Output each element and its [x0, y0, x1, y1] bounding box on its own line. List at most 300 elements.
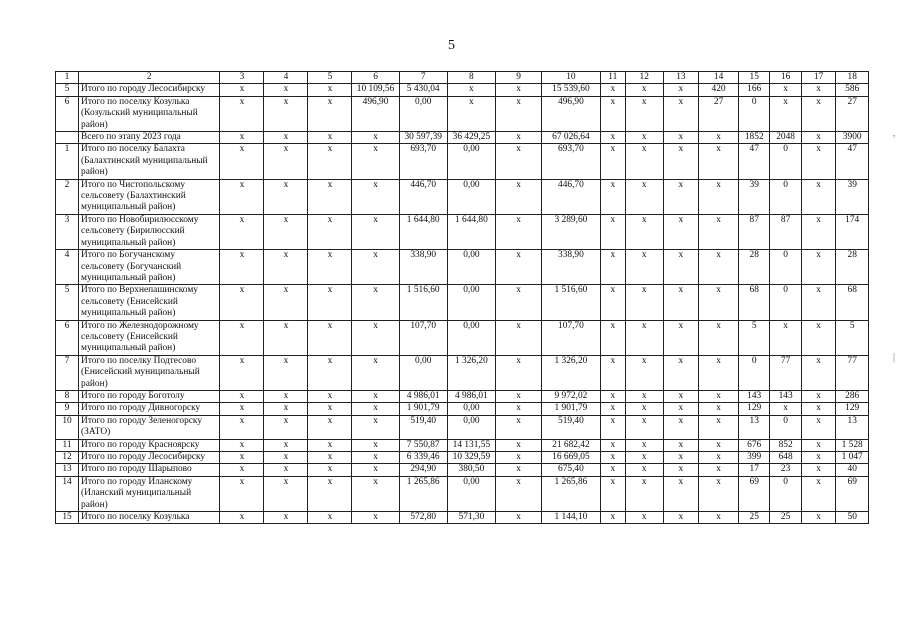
- table-cell: x: [663, 355, 699, 390]
- table-cell: x: [663, 464, 699, 476]
- table-cell: 15 539,60: [542, 84, 601, 96]
- row-name: Итого по поселку Балахта (Балахтинский муниципальный район): [79, 144, 220, 179]
- table-cell: x: [352, 285, 399, 320]
- table-cell: x: [801, 464, 836, 476]
- column-number: 17: [801, 72, 836, 84]
- table-cell: 1 516,60: [542, 285, 601, 320]
- table-cell: x: [625, 355, 663, 390]
- table-cell: 87: [738, 214, 769, 249]
- table-cell: 0,00: [447, 476, 495, 511]
- table-cell: x: [495, 320, 541, 355]
- table-cell: x: [308, 512, 352, 524]
- table-cell: x: [495, 439, 541, 451]
- table-cell: x: [264, 132, 308, 144]
- table-cell: x: [770, 84, 801, 96]
- row-number: 12: [56, 452, 79, 464]
- table-cell: 47: [836, 144, 869, 179]
- column-number: 15: [738, 72, 769, 84]
- table-cell: x: [264, 452, 308, 464]
- table-cell: x: [495, 214, 541, 249]
- table-cell: 496,90: [542, 96, 601, 131]
- table-cell: 519,40: [542, 415, 601, 439]
- table-cell: x: [625, 464, 663, 476]
- table-row: [56, 464, 869, 476]
- table-cell: x: [495, 403, 541, 415]
- column-number: 14: [699, 72, 739, 84]
- row-number: 5: [56, 285, 79, 320]
- table-cell: 0: [738, 96, 769, 131]
- row-number: 8: [56, 390, 79, 402]
- table-cell: 1 528: [836, 439, 869, 451]
- row-name: Итого по Новобирилюсскому сельсовету (Бирилюсский муниципальный район): [79, 214, 220, 249]
- row-name: Итого по Верхнепашинскому сельсовету (Енисейский муниципальный район): [79, 285, 220, 320]
- column-number: 18: [836, 72, 869, 84]
- table-cell: x: [600, 214, 625, 249]
- table-cell: 0,00: [447, 144, 495, 179]
- table-cell: x: [308, 464, 352, 476]
- table-cell: x: [264, 250, 308, 285]
- table-cell: 399: [738, 452, 769, 464]
- table-cell: 2048: [770, 132, 801, 144]
- row-number: 14: [56, 476, 79, 511]
- table-cell: x: [801, 84, 836, 96]
- table-cell: x: [625, 144, 663, 179]
- table-cell: 693,70: [542, 144, 601, 179]
- table-cell: 77: [836, 355, 869, 390]
- table-cell: x: [699, 214, 739, 249]
- table-cell: x: [663, 214, 699, 249]
- table-cell: 47: [738, 144, 769, 179]
- table-cell: x: [699, 403, 739, 415]
- table-cell: 17: [738, 464, 769, 476]
- table-cell: x: [495, 355, 541, 390]
- table-cell: 10 329,59: [447, 452, 495, 464]
- table-cell: x: [220, 439, 264, 451]
- table-cell: x: [264, 439, 308, 451]
- summary-table: [55, 71, 869, 524]
- table-cell: 14 131,55: [447, 439, 495, 451]
- row-name: Итого по поселку Подтесово (Енисейский муниципальный район): [79, 355, 220, 390]
- table-row: [56, 476, 869, 511]
- table-cell: x: [770, 320, 801, 355]
- table-cell: x: [600, 144, 625, 179]
- table-cell: x: [220, 512, 264, 524]
- table-cell: x: [495, 285, 541, 320]
- table-cell: 648: [770, 452, 801, 464]
- table-cell: 69: [836, 476, 869, 511]
- table-cell: x: [495, 415, 541, 439]
- table-cell: x: [352, 512, 399, 524]
- table-cell: 0: [770, 144, 801, 179]
- table-cell: 1 644,80: [399, 214, 447, 249]
- table-cell: x: [663, 320, 699, 355]
- table-cell: 0,00: [447, 320, 495, 355]
- table-cell: 380,50: [447, 464, 495, 476]
- table-cell: 13: [836, 415, 869, 439]
- table-cell: x: [220, 464, 264, 476]
- table-cell: x: [625, 320, 663, 355]
- table-cell: x: [699, 415, 739, 439]
- table-cell: 107,70: [399, 320, 447, 355]
- table-cell: x: [625, 285, 663, 320]
- table-cell: x: [600, 84, 625, 96]
- table-cell: x: [352, 132, 399, 144]
- table-cell: x: [625, 84, 663, 96]
- table-cell: 586: [836, 84, 869, 96]
- table-cell: x: [352, 476, 399, 511]
- table-cell: x: [220, 250, 264, 285]
- row-name: Итого по городу Шарыпово: [79, 464, 220, 476]
- table-cell: 0: [770, 285, 801, 320]
- table-cell: x: [220, 452, 264, 464]
- table-cell: x: [801, 355, 836, 390]
- row-name: Итого по городу Красноярску: [79, 439, 220, 451]
- table-cell: x: [264, 285, 308, 320]
- table-cell: 1 644,80: [447, 214, 495, 249]
- table-row: [56, 132, 869, 144]
- row-name: Итого по городу Боготолу: [79, 390, 220, 402]
- table-row: [56, 403, 869, 415]
- table-cell: 294,90: [399, 464, 447, 476]
- table-cell: 519,40: [399, 415, 447, 439]
- table-cell: x: [600, 403, 625, 415]
- table-cell: 1 901,79: [399, 403, 447, 415]
- table-cell: x: [220, 214, 264, 249]
- table-cell: x: [625, 96, 663, 131]
- table-cell: x: [625, 439, 663, 451]
- row-number: 15: [56, 512, 79, 524]
- table-cell: x: [352, 320, 399, 355]
- row-name: Итого по городу Дивногорску: [79, 403, 220, 415]
- table-cell: x: [699, 179, 739, 214]
- table-cell: x: [625, 512, 663, 524]
- table-cell: x: [801, 390, 836, 402]
- table-cell: x: [308, 250, 352, 285]
- row-number: 9: [56, 403, 79, 415]
- table-cell: 0,00: [447, 179, 495, 214]
- table-cell: x: [308, 476, 352, 511]
- table-cell: x: [495, 179, 541, 214]
- table-cell: 40: [836, 464, 869, 476]
- row-name: Всего по этапу 2023 года: [79, 132, 220, 144]
- column-number: 8: [447, 72, 495, 84]
- table-row: [56, 439, 869, 451]
- column-number: 13: [663, 72, 699, 84]
- table-cell: x: [699, 512, 739, 524]
- table-cell: x: [308, 403, 352, 415]
- table-cell: x: [264, 390, 308, 402]
- table-cell: 39: [836, 179, 869, 214]
- table-cell: x: [699, 132, 739, 144]
- table-cell: 28: [836, 250, 869, 285]
- row-number: 5: [56, 84, 79, 96]
- table-cell: x: [220, 144, 264, 179]
- table-cell: 36 429,25: [447, 132, 495, 144]
- table-cell: x: [352, 179, 399, 214]
- table-cell: x: [264, 403, 308, 415]
- row-number: [56, 132, 79, 144]
- table-cell: x: [699, 355, 739, 390]
- table-cell: x: [663, 452, 699, 464]
- table-row: [56, 144, 869, 179]
- table-cell: x: [264, 355, 308, 390]
- table-cell: x: [447, 96, 495, 131]
- column-number: 10: [542, 72, 601, 84]
- column-number: 2: [79, 72, 220, 84]
- table-cell: 3 289,60: [542, 214, 601, 249]
- table-cell: x: [264, 320, 308, 355]
- table-cell: 28: [738, 250, 769, 285]
- table-cell: x: [663, 512, 699, 524]
- table-cell: x: [495, 132, 541, 144]
- table-cell: x: [264, 214, 308, 249]
- column-number: 4: [264, 72, 308, 84]
- table-cell: x: [801, 144, 836, 179]
- table-cell: x: [220, 355, 264, 390]
- table-cell: 1 326,20: [542, 355, 601, 390]
- table-cell: 0,00: [447, 415, 495, 439]
- table-cell: x: [352, 390, 399, 402]
- table-cell: x: [495, 144, 541, 179]
- table-cell: x: [801, 214, 836, 249]
- page-number: 5: [448, 38, 455, 53]
- table-cell: x: [308, 390, 352, 402]
- table-cell: x: [625, 214, 663, 249]
- table-cell: 5: [836, 320, 869, 355]
- table-cell: x: [663, 144, 699, 179]
- table-cell: 693,70: [399, 144, 447, 179]
- row-name: Итого по Чистопольскому сельсовету (Балахтинский муниципальный район): [79, 179, 220, 214]
- table-cell: x: [495, 84, 541, 96]
- column-number: 11: [600, 72, 625, 84]
- table-cell: 10 109,56: [352, 84, 399, 96]
- table-cell: x: [308, 96, 352, 131]
- table-cell: x: [801, 403, 836, 415]
- table-cell: x: [663, 285, 699, 320]
- table-cell: x: [699, 320, 739, 355]
- table-cell: x: [447, 84, 495, 96]
- row-number: 6: [56, 320, 79, 355]
- table-cell: x: [600, 512, 625, 524]
- table-cell: 23: [770, 464, 801, 476]
- table-cell: 30 597,39: [399, 132, 447, 144]
- header-row: [56, 72, 869, 84]
- table-cell: 286: [836, 390, 869, 402]
- row-name: Итого по городу Лесосибирску: [79, 84, 220, 96]
- table-cell: x: [770, 96, 801, 131]
- table-cell: x: [801, 439, 836, 451]
- table-cell: x: [625, 452, 663, 464]
- table-row: [56, 415, 869, 439]
- table-cell: x: [625, 179, 663, 214]
- table-cell: 67 026,64: [542, 132, 601, 144]
- table-cell: x: [663, 403, 699, 415]
- table-cell: 338,90: [399, 250, 447, 285]
- table-cell: 1852: [738, 132, 769, 144]
- table-cell: x: [600, 476, 625, 511]
- table-row: [56, 214, 869, 249]
- table-cell: 420: [699, 84, 739, 96]
- table-cell: 1 516,60: [399, 285, 447, 320]
- table-cell: x: [600, 464, 625, 476]
- table-cell: x: [663, 179, 699, 214]
- table-cell: x: [663, 132, 699, 144]
- table-cell: 1 326,20: [447, 355, 495, 390]
- table-cell: x: [308, 415, 352, 439]
- table-cell: x: [308, 285, 352, 320]
- table-cell: x: [801, 285, 836, 320]
- table-cell: x: [220, 403, 264, 415]
- table-cell: x: [663, 96, 699, 131]
- table-cell: x: [308, 439, 352, 451]
- table-row: [56, 179, 869, 214]
- table-cell: x: [352, 403, 399, 415]
- row-name: Итого по городу Иланскому (Иланский муниципальный район): [79, 476, 220, 511]
- table-cell: 496,90: [352, 96, 399, 131]
- table-cell: x: [264, 415, 308, 439]
- table-cell: x: [801, 476, 836, 511]
- table-row: [56, 250, 869, 285]
- table-cell: x: [495, 476, 541, 511]
- table-cell: x: [495, 512, 541, 524]
- table-cell: x: [625, 476, 663, 511]
- table-cell: x: [699, 390, 739, 402]
- table-cell: 675,40: [542, 464, 601, 476]
- table-cell: x: [264, 84, 308, 96]
- table-cell: x: [801, 320, 836, 355]
- table-cell: x: [801, 415, 836, 439]
- table-cell: x: [264, 464, 308, 476]
- margin-mark: |: [893, 352, 896, 363]
- table-cell: x: [352, 464, 399, 476]
- row-name: Итого по Богучанскому сельсовету (Богучанский муниципальный район): [79, 250, 220, 285]
- table-cell: 676: [738, 439, 769, 451]
- table-cell: 16 669,05: [542, 452, 601, 464]
- table-cell: x: [600, 415, 625, 439]
- table-cell: x: [220, 96, 264, 131]
- table-cell: 0: [770, 415, 801, 439]
- column-number: 5: [308, 72, 352, 84]
- table-cell: x: [699, 144, 739, 179]
- table-cell: x: [220, 285, 264, 320]
- row-name: Итого по поселку Козулька: [79, 512, 220, 524]
- table-body: [56, 72, 869, 524]
- table-cell: 1 265,86: [542, 476, 601, 511]
- table-cell: 0,00: [447, 285, 495, 320]
- table-cell: x: [308, 214, 352, 249]
- table-cell: x: [495, 250, 541, 285]
- table-row: [56, 96, 869, 131]
- table-cell: x: [663, 415, 699, 439]
- table-cell: x: [495, 96, 541, 131]
- table-cell: x: [352, 452, 399, 464]
- table-cell: 39: [738, 179, 769, 214]
- table-cell: x: [308, 320, 352, 355]
- table-cell: x: [600, 320, 625, 355]
- table-cell: x: [352, 144, 399, 179]
- column-number: 12: [625, 72, 663, 84]
- column-number: 6: [352, 72, 399, 84]
- table-cell: 129: [738, 403, 769, 415]
- table-cell: x: [220, 179, 264, 214]
- table-cell: x: [220, 390, 264, 402]
- table-cell: 852: [770, 439, 801, 451]
- table-cell: x: [699, 250, 739, 285]
- table-cell: 0,00: [399, 96, 447, 131]
- table-cell: x: [699, 452, 739, 464]
- table-cell: 77: [770, 355, 801, 390]
- table-cell: 9 972,02: [542, 390, 601, 402]
- table-cell: x: [600, 452, 625, 464]
- table-cell: x: [600, 390, 625, 402]
- row-name: Итого по поселку Козулька (Козульский муниципальный район): [79, 96, 220, 131]
- column-number: 7: [399, 72, 447, 84]
- table-cell: x: [308, 84, 352, 96]
- row-number: 11: [56, 439, 79, 451]
- table-cell: x: [625, 132, 663, 144]
- row-number: 7: [56, 355, 79, 390]
- table-cell: 6 339,46: [399, 452, 447, 464]
- table-cell: x: [220, 415, 264, 439]
- table-cell: x: [663, 390, 699, 402]
- row-number: 2: [56, 179, 79, 214]
- row-name: Итого по городу Лесосибирску: [79, 452, 220, 464]
- table-cell: x: [699, 439, 739, 451]
- table-cell: x: [625, 390, 663, 402]
- table-cell: x: [663, 439, 699, 451]
- table-cell: x: [600, 250, 625, 285]
- column-number: 9: [495, 72, 541, 84]
- table-cell: x: [663, 250, 699, 285]
- table-cell: 27: [699, 96, 739, 131]
- column-number: 3: [220, 72, 264, 84]
- table-cell: x: [625, 403, 663, 415]
- table-row: [56, 285, 869, 320]
- table-cell: 7 550,87: [399, 439, 447, 451]
- table-cell: 129: [836, 403, 869, 415]
- table-row: [56, 512, 869, 524]
- table-cell: x: [352, 439, 399, 451]
- table-row: [56, 320, 869, 355]
- table-cell: x: [264, 512, 308, 524]
- table-cell: x: [220, 84, 264, 96]
- table-cell: x: [801, 452, 836, 464]
- table-cell: x: [264, 96, 308, 131]
- row-name: Итого по Железнодорожному сельсовету (Енисейский муниципальный район): [79, 320, 220, 355]
- table-cell: x: [801, 250, 836, 285]
- table-cell: x: [625, 250, 663, 285]
- table-cell: 1 047: [836, 452, 869, 464]
- table-cell: x: [352, 214, 399, 249]
- table-row: [56, 84, 869, 96]
- table-cell: 4 986,01: [399, 390, 447, 402]
- row-number: 1: [56, 144, 79, 179]
- table-cell: x: [220, 320, 264, 355]
- table-cell: x: [308, 144, 352, 179]
- table-cell: 1 265,86: [399, 476, 447, 511]
- table-cell: 143: [738, 390, 769, 402]
- table-cell: x: [352, 355, 399, 390]
- column-number: 16: [770, 72, 801, 84]
- table-cell: 0: [770, 250, 801, 285]
- table-cell: x: [264, 476, 308, 511]
- table-cell: 571,30: [447, 512, 495, 524]
- table-cell: 0,00: [447, 403, 495, 415]
- row-number: 13: [56, 464, 79, 476]
- table-cell: 107,70: [542, 320, 601, 355]
- table-cell: 446,70: [542, 179, 601, 214]
- table-cell: x: [600, 132, 625, 144]
